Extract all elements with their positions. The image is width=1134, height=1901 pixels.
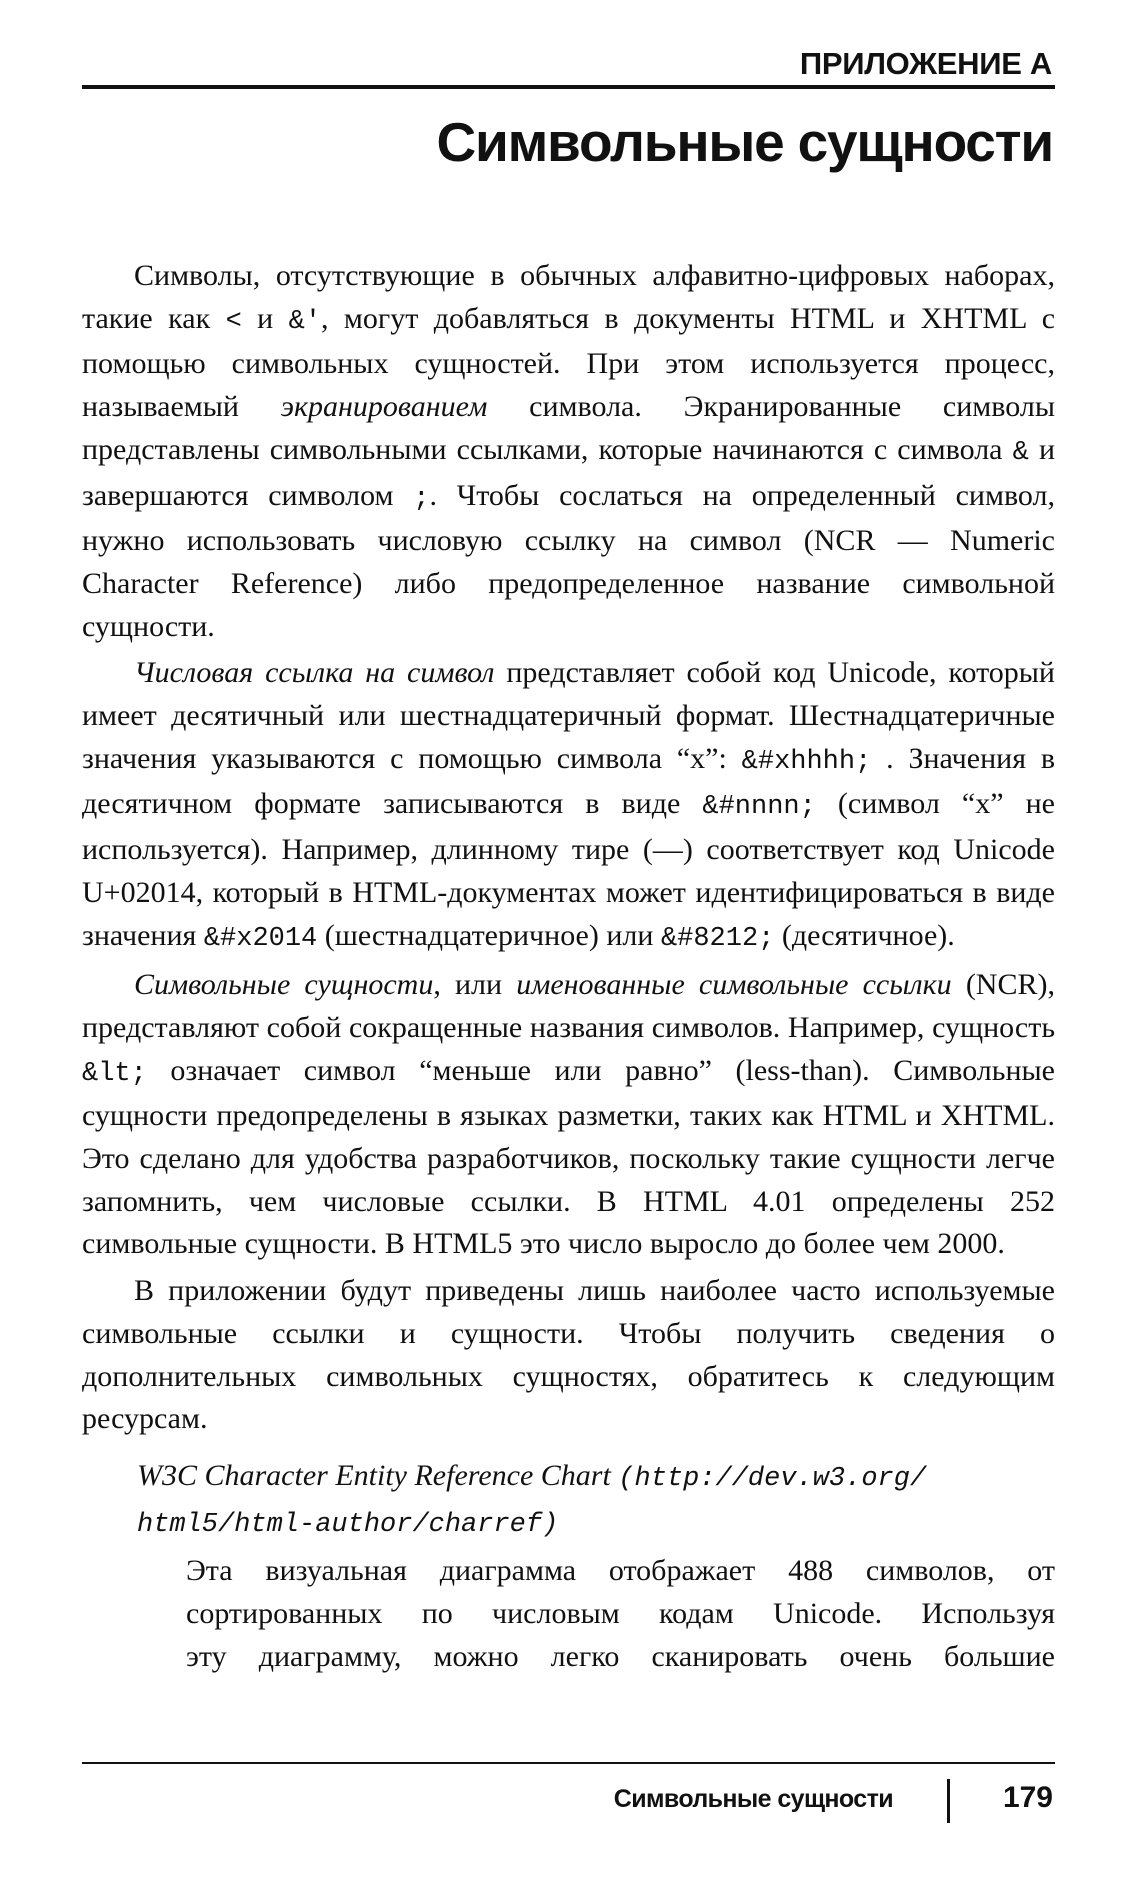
inline-code: &	[1012, 437, 1029, 468]
emphasis: именованные символьные ссылки	[516, 968, 952, 1002]
text-run: (символ “x” не используется). Например, длинному тире (—) соответствует код Unicode U+02014, который в HTML-документах может идентифицироваться в виде значения	[82, 787, 1055, 952]
text-run: (шестнадцатеричное) или	[317, 918, 661, 952]
paragraph-4: В приложении будут приведены лишь наиболее часто используемые символьные ссылки и сущности. Чтобы получить сведения о дополнительных символьных сущностях, обратитесь к следующим ресурсам.	[82, 1274, 1055, 1436]
text-run: . Чтобы сослаться на определенный символ, нужно использовать числовую ссылку на символ (NCR — Numeric Character Reference) либо предопределенное название символьной сущности.	[82, 478, 1055, 643]
footer-running-title: Символьные сущности	[613, 1785, 893, 1813]
text-run: означает символ “меньше или равно” (less-than). Символьные сущности предопределены в языках разметки, таких как HTML и XHTML. Это сделано для удобства разработчиков, поскольку такие сущности легче запомнить, чем числовые ссылки. В HTML 4.01 определены 252 символьные сущности. В HTML5 это число выросло до более чем 2000.	[82, 1053, 1055, 1261]
emphasis: экранированием	[280, 390, 488, 424]
emphasis: Числовая ссылка на символ	[134, 656, 495, 690]
footer-rule	[82, 1762, 1055, 1764]
inline-code: ;	[413, 483, 430, 514]
appendix-label: ПРИЛОЖЕНИЕ А	[799, 46, 1052, 81]
resource-description	[186, 1550, 1055, 1678]
inline-code: &#8212;	[660, 923, 775, 954]
text-run: и	[241, 301, 289, 335]
text-run: Символы, отсутствующие в обычных алфавитно-цифровых наборах, такие как	[82, 259, 1055, 335]
header-rule	[82, 85, 1055, 89]
text-run: (десятичное).	[774, 918, 955, 952]
page	[82, 45, 1055, 1679]
paragraph-2	[82, 652, 1055, 960]
paragraph-1	[82, 255, 1055, 648]
page-number: 179	[1002, 1781, 1053, 1814]
resource-url[interactable]: html5/html-author/charref)	[137, 1509, 559, 1540]
body-text	[82, 255, 1055, 1441]
inline-code: &#xhhhh;	[741, 746, 872, 777]
inline-code: <	[225, 306, 242, 337]
text-run: символа. Экранированные символы представлены символьными ссылками, которые начинаются с символа	[82, 390, 1055, 466]
inline-code: &#x2014	[203, 923, 318, 954]
page-footer	[82, 1779, 1055, 1823]
text-run: представляет собой код Unicode, который имеет десятичный или шестнадцатеричный формат. Шестнадцатеричные значения указываются с помощью символа “x”:	[82, 656, 1055, 775]
inline-code: &'	[288, 306, 322, 337]
text-run: и завершаются символом	[82, 432, 1055, 512]
paragraph-3	[82, 964, 1055, 1266]
text-run: . Значения в десятичном формате записываются в виде	[82, 741, 1055, 821]
text-run: , могут добавляться в документы HTML и XHTML с помощью символьных сущностей. При этом используется процесс, называемый	[82, 301, 1056, 424]
resource-name: W3C Character Entity Reference Chart	[137, 1458, 611, 1492]
resource-title	[137, 1455, 1055, 1546]
text-run: , или	[433, 968, 517, 1002]
emphasis: Символьные сущности	[134, 968, 434, 1002]
description-line: сортированных по числовым кодам Unicode. Используя	[186, 1597, 1055, 1631]
inline-code: &#nnnn;	[702, 792, 816, 823]
footer-separator	[947, 1779, 950, 1823]
description-line: эту диаграмму, можно легко сканировать очень большие	[186, 1639, 1055, 1673]
text-run: (NCR), представляют собой сокращенные названия символов. Например, сущность	[82, 968, 1055, 1044]
resource-url[interactable]: (http://dev.w3.org/	[618, 1463, 927, 1494]
inline-code: &lt;	[82, 1058, 147, 1089]
chapter-title: Символьные сущности	[436, 111, 1053, 173]
description-line: Эта визуальная диаграмма отображает 488 символов, от	[186, 1554, 1055, 1588]
